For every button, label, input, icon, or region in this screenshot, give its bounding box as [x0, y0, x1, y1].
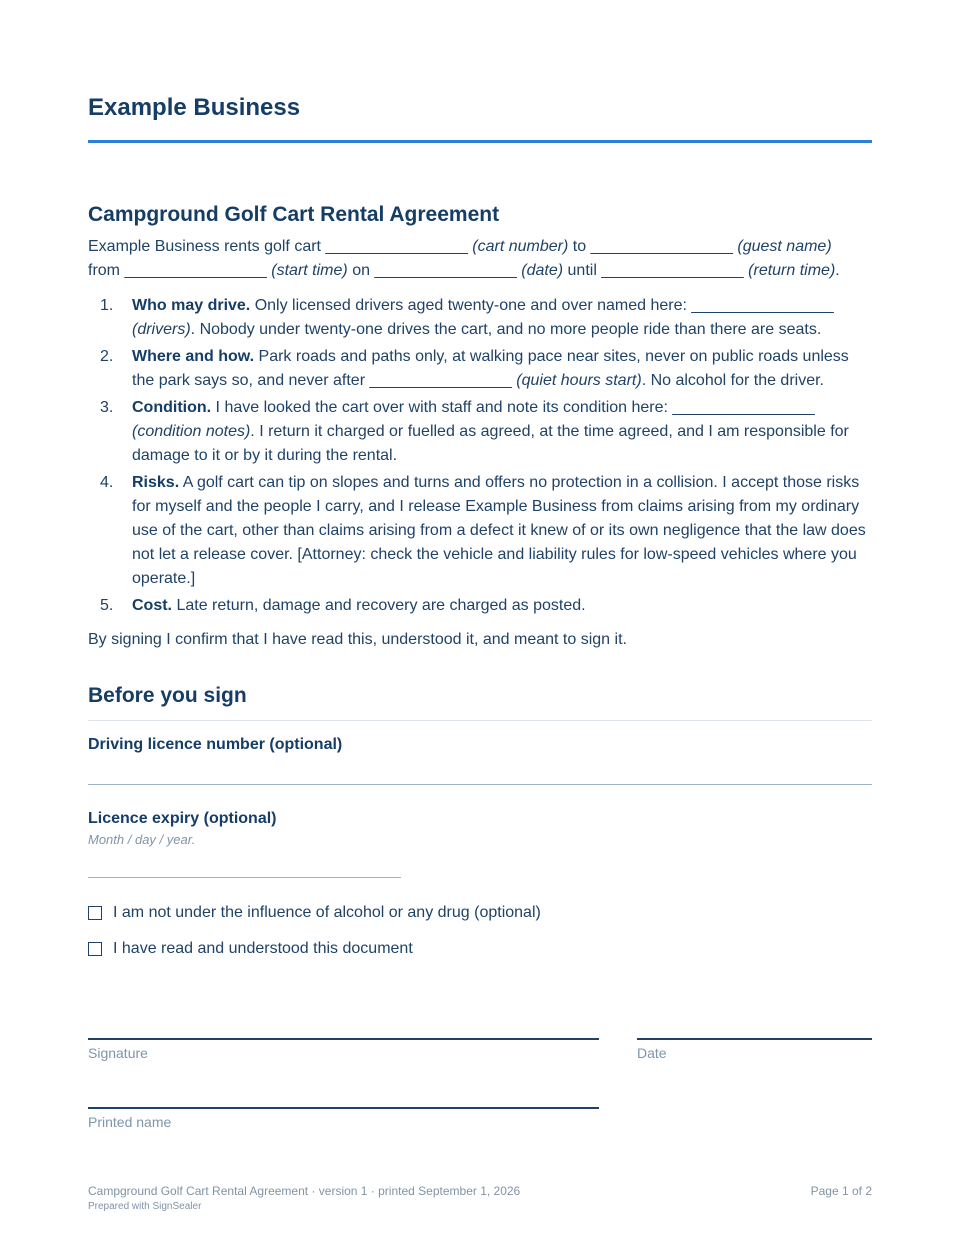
hint-quiet-hours: (quiet hours start): [516, 372, 642, 389]
clause-heading: Where and how.: [132, 348, 255, 365]
hint-return-time: (return time): [748, 262, 836, 279]
header-divider: [88, 140, 872, 143]
hint-guest-name: (guest name): [737, 238, 832, 255]
sober-checkbox[interactable]: [88, 906, 102, 920]
intro-until: until: [567, 262, 597, 279]
clause-text: Only licensed drivers aged twenty-one and over named here:: [254, 297, 687, 314]
hint-date: (date): [521, 262, 564, 279]
clause-item: [88, 396, 872, 468]
licence-expiry-input[interactable]: [88, 860, 401, 878]
read-checkbox-row[interactable]: [88, 940, 413, 958]
hint-start-time: (start time): [271, 262, 348, 279]
blank-drivers: ________________: [691, 297, 834, 314]
section-divider: [88, 720, 872, 721]
blank-guest-name: ________________: [590, 238, 733, 255]
sober-checkbox-label: I am not under the influence of alcohol or any drug (optional): [113, 904, 541, 921]
footer-prepared-with: Prepared with SignSealer: [88, 1201, 202, 1212]
blank-start-time: ________________: [124, 262, 267, 279]
licence-number-input[interactable]: [88, 766, 872, 785]
clause-text-cont: . Nobody under twenty-one drives the cart, and no more people ride than there are seats.: [190, 321, 822, 338]
hint-condition: (condition notes): [132, 423, 251, 440]
before-sign-heading: Before you sign: [88, 684, 247, 707]
clause-number: 2.: [100, 348, 114, 365]
clause-number: 4.: [100, 474, 114, 491]
blank-return-time: ________________: [601, 262, 744, 279]
document-title: Campground Golf Cart Rental Agreement: [88, 203, 500, 226]
intro-paragraph: [88, 235, 878, 283]
clause-text: I have looked the cart over with staff and note its condition here:: [215, 399, 668, 416]
signature-line[interactable]: [88, 1038, 599, 1040]
clause-item: [88, 345, 872, 393]
footer-page-number: Page 1 of 2: [810, 1184, 872, 1198]
date-caption: Date: [637, 1045, 667, 1061]
intro-to: to: [572, 238, 587, 255]
clause-heading: Risks.: [132, 474, 180, 491]
clause-item: [88, 594, 872, 618]
clause-number: 1.: [100, 297, 114, 314]
licence-number-label: Driving licence number (optional): [88, 736, 343, 753]
clause-heading: Cost.: [132, 597, 172, 614]
licence-expiry-label: Licence expiry (optional): [88, 810, 277, 827]
clause-text: Late return, damage and recovery are charged as posted.: [176, 597, 586, 614]
clause-text: Park roads and paths only, at walking pace near sites, never on public roads unless the park says so, and never after: [132, 348, 849, 389]
blank-condition: ________________: [672, 399, 815, 416]
clause-text-cont: . I return it charged or fuelled as agreed, at the time agreed, and I am responsible for damage to it or by it during the rental.: [132, 423, 849, 464]
date-line[interactable]: [637, 1038, 872, 1040]
read-checkbox-label: I have read and understood this document: [113, 940, 413, 957]
clause-heading: Who may drive.: [132, 297, 251, 314]
clause-number: 5.: [100, 597, 114, 614]
intro-on: on: [352, 262, 370, 279]
intro-from: from: [88, 262, 120, 279]
clause-list: [88, 294, 872, 621]
intro-period: .: [835, 262, 840, 279]
confirmation-text: By signing I confirm that I have read this, understood it, and meant to sign it.: [88, 631, 627, 648]
blank-cart-number: ________________: [325, 238, 468, 255]
intro-text: Example Business rents golf cart: [88, 238, 321, 255]
footer-doc-info: Campground Golf Cart Rental Agreement · version 1 · printed September 1, 2026: [88, 1184, 521, 1198]
blank-date: ________________: [374, 262, 517, 279]
printed-name-line[interactable]: [88, 1107, 599, 1109]
hint-drivers: (drivers): [132, 321, 191, 338]
clause-text: A golf cart can tip on slopes and turns and offers no protection in a collision. I accept those risks for myself and the people I carry, and I release Example Business from claims arising from my ordinary use of the cart, other than claims arising from a defect it knew of or its own negligence that the law does not let a release cover. [Attorney: check the vehicle and liability rules for low-speed vehicles where you operate.]: [132, 474, 866, 587]
signature-caption: Signature: [88, 1045, 148, 1061]
sober-checkbox-row[interactable]: [88, 904, 541, 922]
business-name: Example Business: [88, 94, 301, 121]
hint-cart-number: (cart number): [472, 238, 569, 255]
clause-item: [88, 471, 872, 591]
clause-heading: Condition.: [132, 399, 212, 416]
blank-quiet-hours: ________________: [369, 372, 512, 389]
printed-name-caption: Printed name: [88, 1114, 172, 1130]
read-checkbox[interactable]: [88, 942, 102, 956]
licence-expiry-hint: Month / day / year.: [88, 832, 196, 847]
clause-item: [88, 294, 872, 342]
clause-text-cont: . No alcohol for the driver.: [641, 372, 824, 389]
clause-number: 3.: [100, 399, 114, 416]
